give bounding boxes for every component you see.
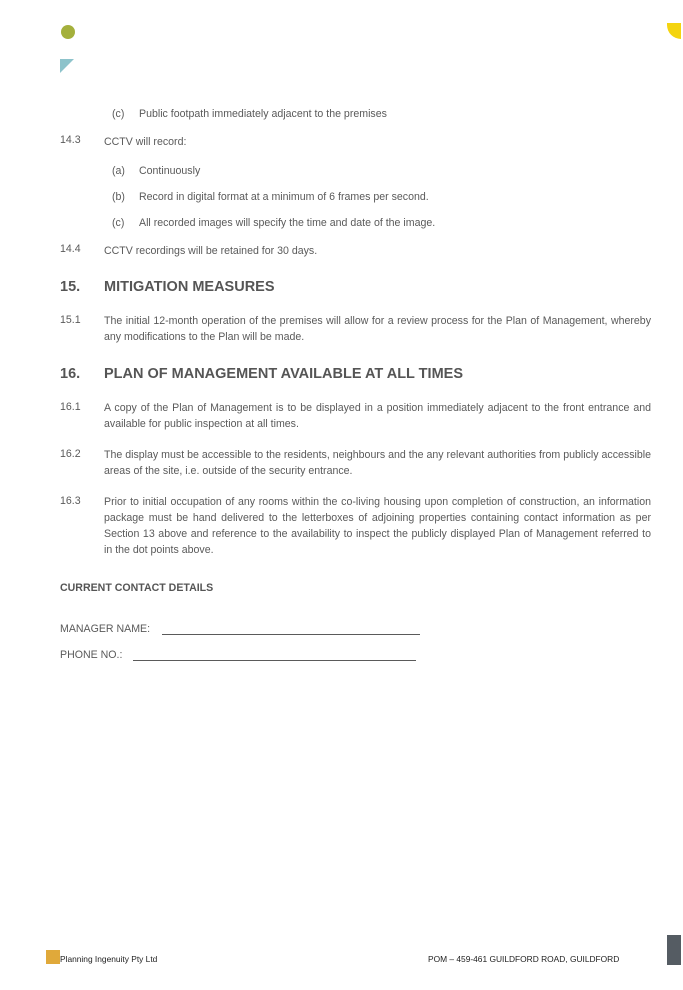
clause-number-14-4: 14.4 xyxy=(60,243,81,255)
clause-text-16-3: Prior to initial occupation of any rooms within the co-living housing upon completion of construction, an information package must be hand delivered to the letterboxes of adjoining properties containing contact information as per Section 13 above and reference to the availability to inspect the publicly displayed Plan of Management referred to in the dot points above. xyxy=(104,496,651,556)
yellow-corner-decoration xyxy=(667,23,681,39)
clause-number-15-1: 15.1 xyxy=(60,314,81,326)
green-circle-decoration xyxy=(61,25,75,39)
clause-number-16-1: 16.1 xyxy=(60,401,81,413)
list-item-digital-format: Record in digital format at a minimum of 6 frames per second. xyxy=(139,191,429,203)
clause-number-14-3: 14.3 xyxy=(60,134,81,146)
footer-logo-square xyxy=(46,950,60,964)
list-letter-c: (c) xyxy=(112,108,125,120)
manager-name-label: MANAGER NAME: xyxy=(60,623,151,635)
clause-number-16-3: 16.3 xyxy=(60,495,81,507)
footer-page-bar xyxy=(667,935,681,965)
list-letter-c2: (c) xyxy=(112,217,125,229)
contact-details-heading: CURRENT CONTACT DETAILS xyxy=(60,582,214,594)
blue-triangle-decoration xyxy=(60,59,74,73)
section-number-16: 16. xyxy=(60,366,81,382)
list-letter-a: (a) xyxy=(112,165,125,177)
clause-text-16-1: A copy of the Plan of Management is to be displayed in a position immediately adjacent to the front entrance and available for public inspection at all times. xyxy=(104,402,651,430)
clause-text-14-3: CCTV will record: xyxy=(104,136,187,148)
clause-text-14-4: CCTV recordings will be retained for 30 days. xyxy=(104,245,318,257)
list-letter-b: (b) xyxy=(112,191,125,203)
footer-company-name: Planning Ingenuity Pty Ltd xyxy=(60,954,158,964)
list-item-continuously: Continuously xyxy=(139,165,201,177)
clause-text-15-1: The initial 12-month operation of the premises will allow for a review process for the Plan of Management, whereby any modifications to the Plan will be made. xyxy=(104,315,651,343)
clause-text-16-2: The display must be accessible to the residents, neighbours and the any relevant authorities from publicly accessible areas of the site, i.e. outside of the security entrance. xyxy=(104,449,651,477)
list-item-footpath: Public footpath immediately adjacent to the premises xyxy=(139,108,387,120)
clause-number-16-2: 16.2 xyxy=(60,448,81,460)
footer-document-reference: POM – 459-461 GUILDFORD ROAD, GUILDFORD xyxy=(428,954,620,964)
phone-no-label: PHONE NO.: xyxy=(60,649,123,661)
section-title-16: PLAN OF MANAGEMENT AVAILABLE AT ALL TIMES xyxy=(104,366,463,382)
list-item-time-date: All recorded images will specify the time and date of the image. xyxy=(139,217,436,229)
manager-name-line xyxy=(162,634,420,635)
section-number-15: 15. xyxy=(60,279,81,295)
section-title-15: MITIGATION MEASURES xyxy=(104,279,275,295)
phone-no-line xyxy=(133,660,416,661)
